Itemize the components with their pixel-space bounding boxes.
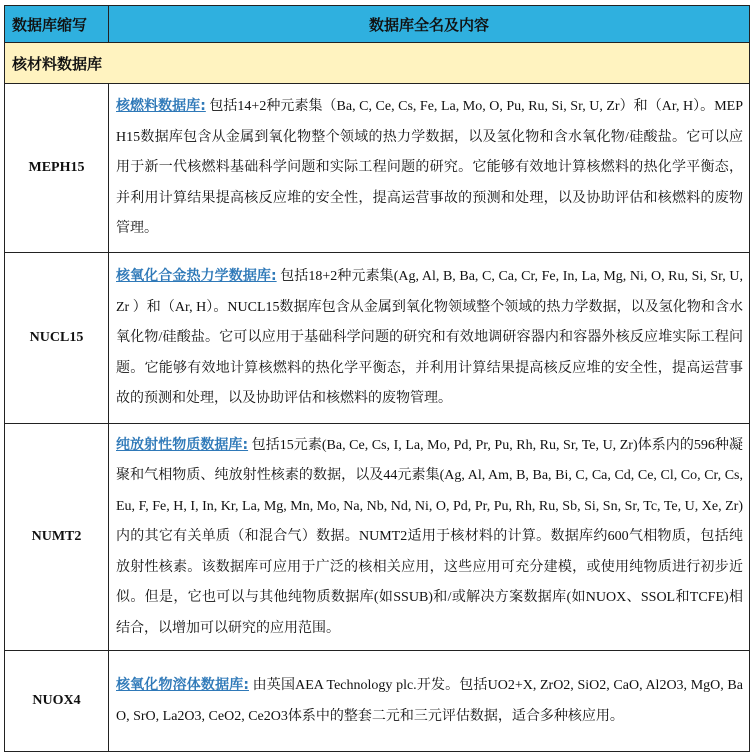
row-abbreviation: NUMT2 [5,424,109,651]
row-description [109,424,750,651]
header-abbreviation: 数据库缩写 [5,6,109,43]
database-content: 包括14+2种元素集（Ba, C, Ce, Cs, Fe, La, Mo, O, Pu, Ru, Si, Sr, U, Zr）和（Ar, H）。MEPH15数据库包含从金属到氧化物整个领域的热力学数据，以及氢化物和含水氧化物/硅酸盐。它可以应用于新一代核燃料基础科学问题和实际工程问题的研究。它能够有效地计算核燃料的热化学平衡态，并利用计算结果提高核反应堆的安全性，提高运营事故的预测和处理，以及协助评估和核燃料的废物管理。 [116,99,743,237]
row-abbreviation: NUOX4 [5,651,109,752]
database-content: 包括18+2种元素集(Ag, Al, B, Ba, C, Ca, Cr, Fe, In, La, Mg, Ni, O, Ru, Si, Sr, U, Zr ）和（Ar, H）。NUCL15数据库包含从金属到氧化物领域整个领域的热力学数据，以及氢化物和含水氧化物/硅酸盐。它可以应用于基础科学问题的研究和有效地调研容器内和容器外核反应堆实际工程问题。它能够有效地计算核燃料的热化学平衡态，并利用计算结果提高核反应堆的安全性，提高运营事故的预测和处理，以及协助评估和核燃料的废物管理。 [116,269,743,407]
table-row [5,651,750,752]
table-row [5,253,750,424]
database-name: 核氧化合金热力学数据库: [116,268,277,285]
row-abbreviation: MEPH15 [5,84,109,253]
row-description [109,84,750,253]
database-name: 核燃料数据库: [116,98,206,115]
header-row [5,6,750,43]
row-abbreviation: NUCL15 [5,253,109,424]
table-row [5,84,750,253]
row-description [109,253,750,424]
database-name: 核氧化物溶体数据库: [116,677,249,693]
database-table [4,5,750,752]
database-name: 纯放射性物质数据库: [116,436,249,453]
section-title: 核材料数据库 [5,43,750,84]
section-row [5,43,750,84]
table-row [5,424,750,651]
database-content: 由英国AEA Technology plc.开发。包括UO2+X, ZrO2, SiO2, CaO, Al2O3, MgO, BaO, SrO, La2O3, CeO2, Ce2O3体系中的整套二元和三元评估数据，适合多种核应用。 [116,678,743,724]
header-full-name-content: 数据库全名及内容 [109,6,750,43]
database-content: 包括15元素(Ba, Ce, Cs, I, La, Mo, Pd, Pr, Pu, Rh, Ru, Sr, Te, U, Zr)体系内的596种凝聚和气相物质、纯放射性核素的数据，以及44元素集(Ag, Al, Am, B, Ba, Bi, C, Ca, Cd, Ce, Cl, Co, Cr, Cs, Eu, F, Fe, H, I, In, Kr, La, Mg, Mn, Mo, Na, Nb, Nd, Ni, O, Pd, Pr, Pu, Rh, Ru, Sb, Si, Sn, Sr, Tc, Te, U, Xe, Zr)内的其它有关单质（和混合气）数据。NUMT2适用于核材料的计算。数据库约600气相物质，包括纯放射性核素。该数据库可应用于广泛的核相关应用，这些应用可充分建模，或使用纯物质进行初步近似。但是，它也可以与其他纯物质数据库(如SSUB)和/或解决方案数据库(如NUOX、SSOL和TCFE)相结合，以增加可以研究的应用范围。 [116,437,743,636]
row-description [109,651,750,752]
